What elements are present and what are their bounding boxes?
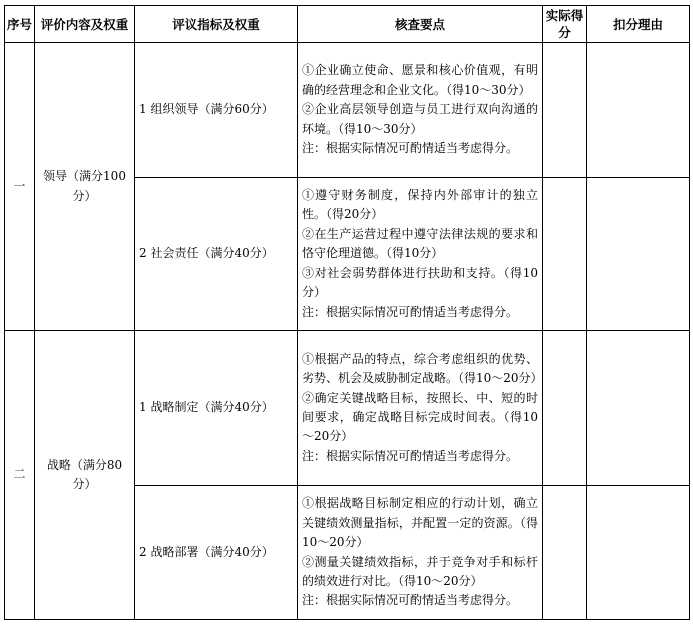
- check-points-cell: [298, 486, 543, 620]
- actual-score-cell[interactable]: [543, 331, 587, 486]
- actual-score-cell[interactable]: [543, 43, 587, 178]
- check-point-note: 注：根据实际情况可酌情适当考虑得分。: [302, 304, 519, 319]
- check-point-note: 注：根据实际情况可酌情适当考虑得分。: [302, 593, 519, 608]
- section-content: 领导（满分100分）: [35, 43, 135, 331]
- check-point-note: 注：根据实际情况可酌情适当考虑得分。: [302, 141, 519, 156]
- header-points: 核查要点: [298, 6, 543, 43]
- check-point: ①遵守财务制度，保持内外部审计的独立性。（得20分）: [302, 188, 538, 222]
- header-row: [5, 6, 690, 43]
- deduction-reason-cell[interactable]: [587, 178, 690, 331]
- check-point: ①企业确立使命、愿景和核心价值观，有明确的经营理念和企业文化。（得10～30分）: [302, 63, 538, 97]
- indicator-cell: 2 战略部署（满分40分）: [135, 486, 298, 620]
- deduction-reason-cell[interactable]: [587, 486, 690, 620]
- check-point: ①根据战略目标制定相应的行动计划，确立关键绩效测量指标，并配置一定的资源。（得10～20分）: [302, 496, 538, 550]
- header-deduction-reason: 扣分理由: [587, 6, 690, 43]
- header-content: 评价内容及权重: [35, 6, 135, 43]
- check-point: ①根据产品的特点，综合考虑组织的优势、劣势、机会及威胁制定战略。（得10～20分）: [302, 351, 543, 386]
- header-seq: 序号: [5, 6, 35, 43]
- deduction-reason-cell[interactable]: [587, 43, 690, 178]
- indicator-cell: 1 组织领导（满分60分）: [135, 43, 298, 178]
- table-row: [5, 43, 690, 178]
- check-point: ②确定关键战略目标，按照长、中、短的时间要求，确定战略目标完成时间表。（得10～20分）: [302, 390, 538, 444]
- check-point: ②在生产运营过程中遵守法律法规的要求和恪守伦理道德。（得10分）: [302, 226, 538, 261]
- section-seq: 二: [5, 331, 35, 620]
- check-points-cell: [298, 178, 543, 331]
- evaluation-table: [4, 5, 690, 620]
- check-point: ③对社会弱势群体进行扶助和支持。（得10分）: [302, 265, 538, 300]
- check-point-note: 注：根据实际情况可酌情适当考虑得分。: [302, 448, 519, 463]
- indicator-cell: 2 社会责任（满分40分）: [135, 178, 298, 331]
- check-points-cell: [298, 43, 543, 178]
- section-seq: 一: [5, 43, 35, 331]
- section-content: 战略（满分80分）: [35, 331, 135, 620]
- header-actual-score: 实际得分: [543, 6, 587, 43]
- check-points-cell: [298, 331, 543, 486]
- deduction-reason-cell[interactable]: [587, 331, 690, 486]
- indicator-cell: 1 战略制定（满分40分）: [135, 331, 298, 486]
- table-row: [5, 331, 690, 486]
- check-point: ②测量关键绩效指标，并于竞争对手和标杆的绩效进行对比。（得10～20分）: [302, 554, 538, 588]
- check-point: ②企业高层领导创造与员工进行双向沟通的环境。（得10～30分）: [302, 102, 538, 136]
- header-indicator: 评议指标及权重: [135, 6, 298, 43]
- actual-score-cell[interactable]: [543, 178, 587, 331]
- actual-score-cell[interactable]: [543, 486, 587, 620]
